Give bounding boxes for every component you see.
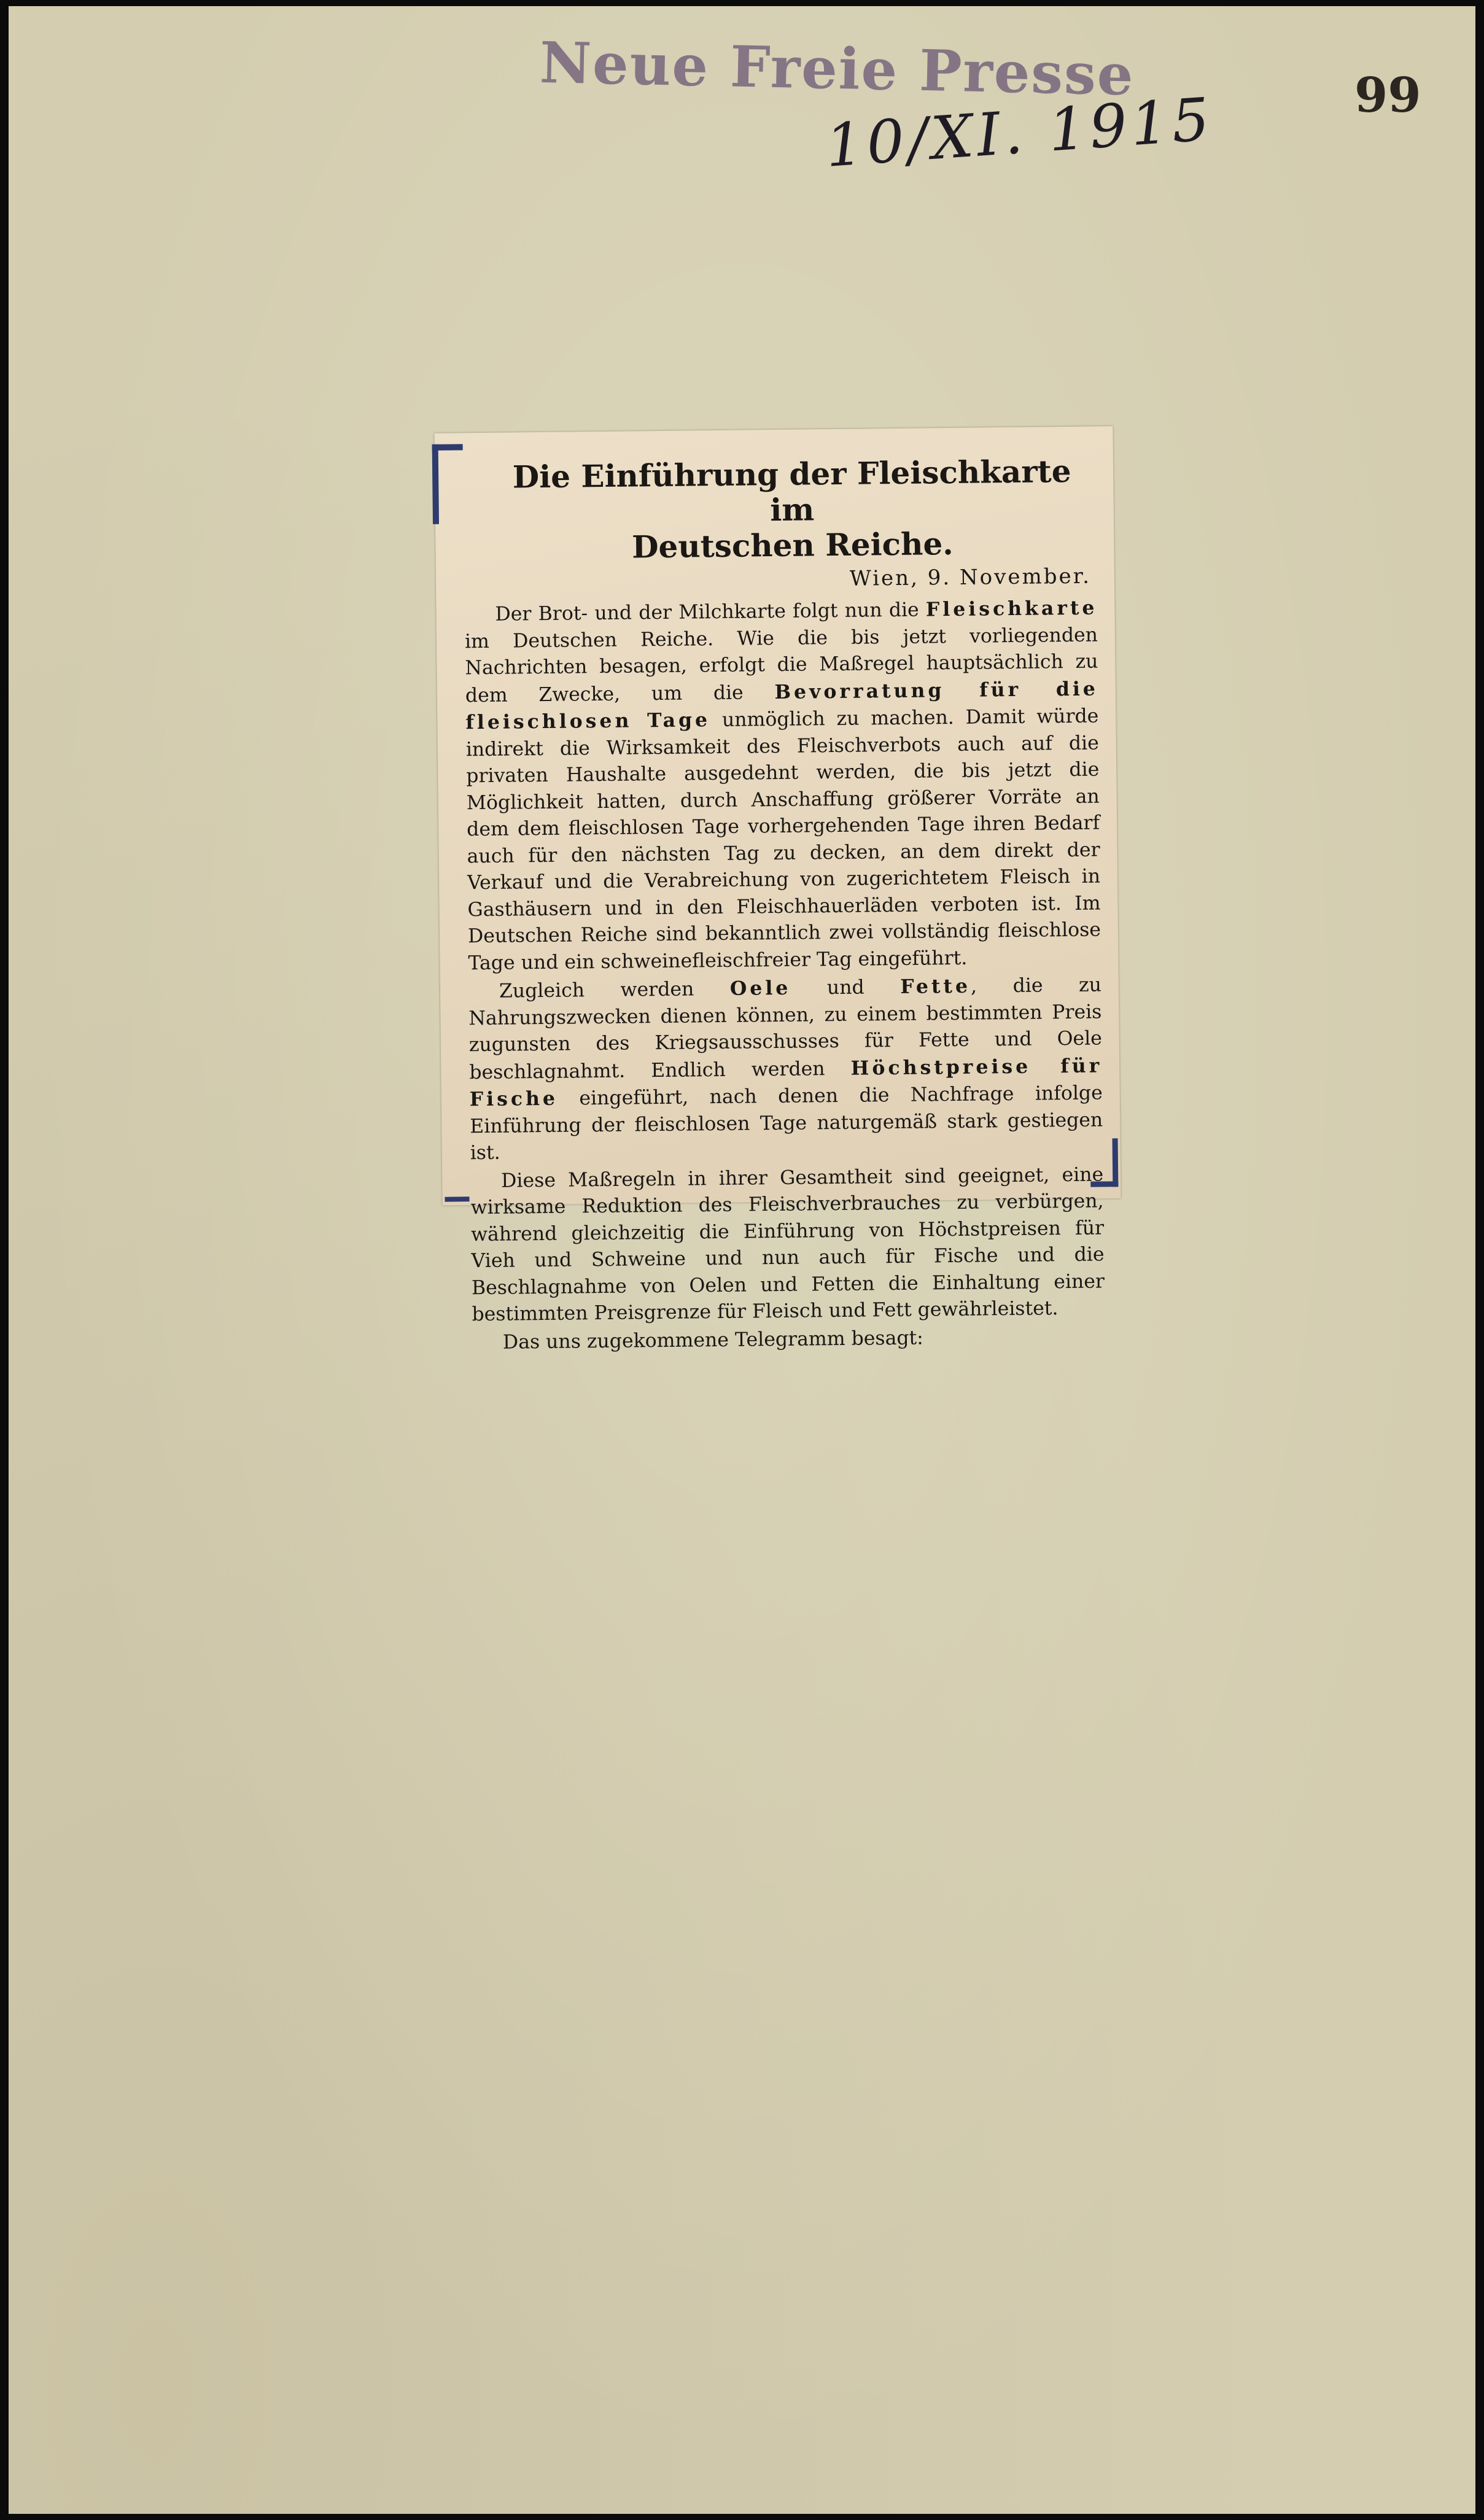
p2-text-d: eingeführt, nach denen die Nachfrage infolge Einführung der fleischlosen Tage naturgemäß stark gestiegen ist. <box>470 1082 1103 1165</box>
p2-spaced-1: Oele <box>729 976 791 1000</box>
headline-line-2: Deutschen Reiche. <box>631 525 954 565</box>
paragraph-4: Das uns zugekommene Telegramm besagt: <box>502 1327 924 1354</box>
handwritten-date: 10/XI. 1915 <box>823 85 1216 180</box>
archive-sheet <box>9 6 1475 2514</box>
paragraph-2 <box>468 971 1103 1166</box>
page-number: 99 <box>1354 68 1421 123</box>
paragraph-1 <box>464 595 1101 977</box>
headline-line-1: Die Einführung der Fleischkarte im <box>512 452 1071 529</box>
article-dateline: Wien, 9. November. <box>849 564 1092 591</box>
p2-spaced-3: Höchstpreise für Fische <box>469 1053 1103 1111</box>
bracket-bottom-right-icon <box>1090 1138 1119 1187</box>
bracket-top-left-icon <box>432 444 464 524</box>
p1-spaced-2: Bevorratung für die fleischlosen Tage <box>465 677 1099 734</box>
p2-text-b: und <box>791 975 901 999</box>
article-headline <box>488 454 1097 567</box>
p2-spaced-2: Fette <box>900 974 971 998</box>
newspaper-clipping <box>434 426 1121 1354</box>
bracket-bottom-left-icon <box>445 1183 469 1201</box>
p1-text-c: unmöglich zu machen. Damit würde indirekt die Wirksamkeit des Fleischverbots auch auf die privaten Haushalte ausgedehnt werden, die bis jetzt die Möglichkeit hatten, durch Anschaffung größerer Vorräte an dem dem fleischlosen Tage vorhergehenden Tage ihren Bedarf auch für den nächsten Tag zu decken, an dem direkt der Verkauf und die Verabreichung von zugerichtetem Fleisch in Gasthäusern und in den Fleischhauerläden verboten ist. Im Deutschen Reiche sind bekanntlich zwei vollständig fleischlose Tage und ein schweinefleischfreier Tag eingeführt. <box>465 705 1101 974</box>
p2-text-c: , die zu Nahrungszwecken dienen können, zu einem bestimmten Preis zugunsten des Kriegsausschusses für Fette und Oele beschlagnahmt. Endlich werden <box>468 974 1103 1084</box>
newspaper-stamp: Neue Freie Presse <box>538 29 1135 109</box>
p1-text-b: im Deutschen Reiche. Wie die bis jetzt vorliegenden Nachrichten besagen, erfolgt die Maßregel hauptsächlich zu dem Zwecke, um die <box>464 624 1098 707</box>
p1-spaced-1: Fleischkarte <box>925 596 1098 621</box>
p2-text-a: Zugleich werden <box>499 977 731 1002</box>
paragraph-3: Diese Maßregeln in ihrer Gesamtheit sind geeignet, eine wirksame Reduktion des Fleischverbrauches zu verbürgen, während gleichzeitig die Einführung von Höchstpreisen für Vieh und Schweine und nun auch für Fische und die Beschlagnahme von Oelen und Fetten die Einhaltung einer bestimmten Preisgrenze für Fleisch und Fett gewährleistet. <box>470 1163 1105 1326</box>
p1-text-a: Der Brot- und der Milchkarte folgt nun die <box>495 599 927 626</box>
